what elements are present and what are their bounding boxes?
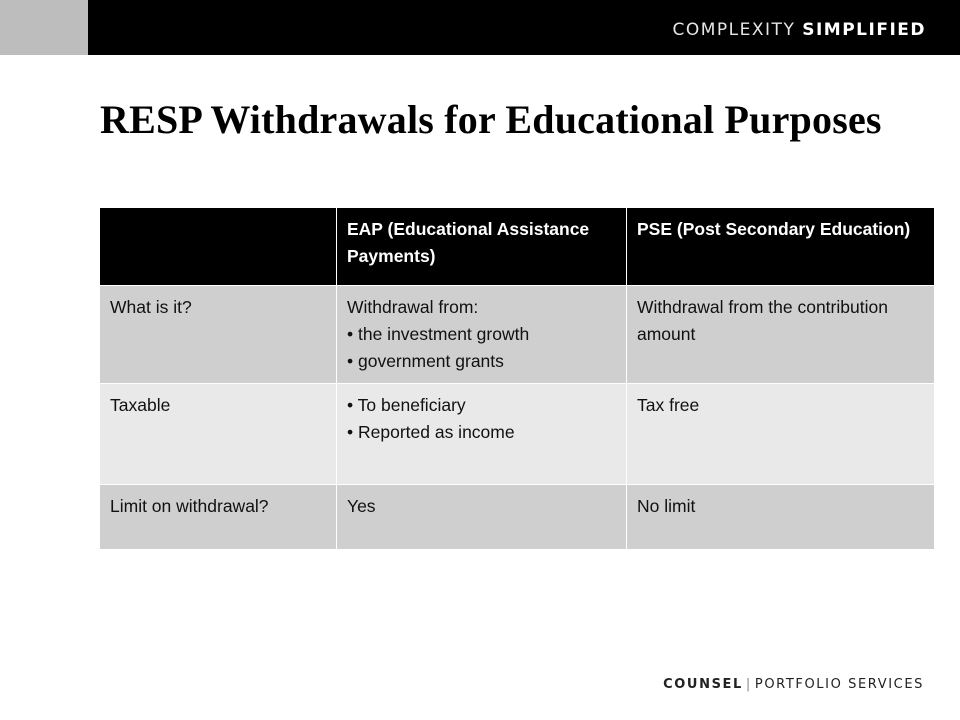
brand-tagline-light: COMPLEXITY — [672, 20, 803, 40]
table-row — [100, 485, 935, 550]
pse-cell: Withdrawal from the contribution amount — [627, 286, 935, 384]
row-label: Limit on withdrawal? — [100, 485, 337, 550]
table-header-row — [100, 208, 935, 286]
header-cell-eap: EAP (Educational Assistance Payments) — [337, 208, 627, 286]
eap-cell — [337, 384, 627, 485]
eap-bullet: • government grants — [347, 351, 504, 371]
header-cell-empty — [100, 208, 337, 286]
eap-line: Withdrawal from: — [347, 297, 479, 317]
eap-bullet: • Reported as income — [347, 422, 515, 442]
footer-logo — [663, 677, 924, 692]
eap-bullet: • To beneficiary — [347, 395, 466, 415]
footer-company: COUNSEL — [663, 677, 743, 692]
eap-cell — [337, 485, 627, 550]
footer-division: PORTFOLIO SERVICES — [754, 677, 924, 692]
header-gray-block — [0, 0, 88, 55]
brand-tagline-bold: SIMPLIFIED — [802, 20, 926, 40]
eap-bullet: • the investment growth — [347, 324, 530, 344]
row-label: Taxable — [100, 384, 337, 485]
eap-line: Yes — [347, 496, 376, 516]
footer-separator: | — [745, 677, 752, 692]
brand-tagline — [673, 20, 926, 40]
pse-cell: No limit — [627, 485, 935, 550]
table-row — [100, 286, 935, 384]
row-label: What is it? — [100, 286, 337, 384]
table-row — [100, 384, 935, 485]
pse-cell: Tax free — [627, 384, 935, 485]
top-header-bar — [0, 0, 960, 55]
slide-title: RESP Withdrawals for Educational Purposes — [100, 97, 882, 142]
header-cell-pse: PSE (Post Secondary Education) — [627, 208, 935, 286]
eap-cell — [337, 286, 627, 384]
comparison-table — [99, 207, 935, 550]
